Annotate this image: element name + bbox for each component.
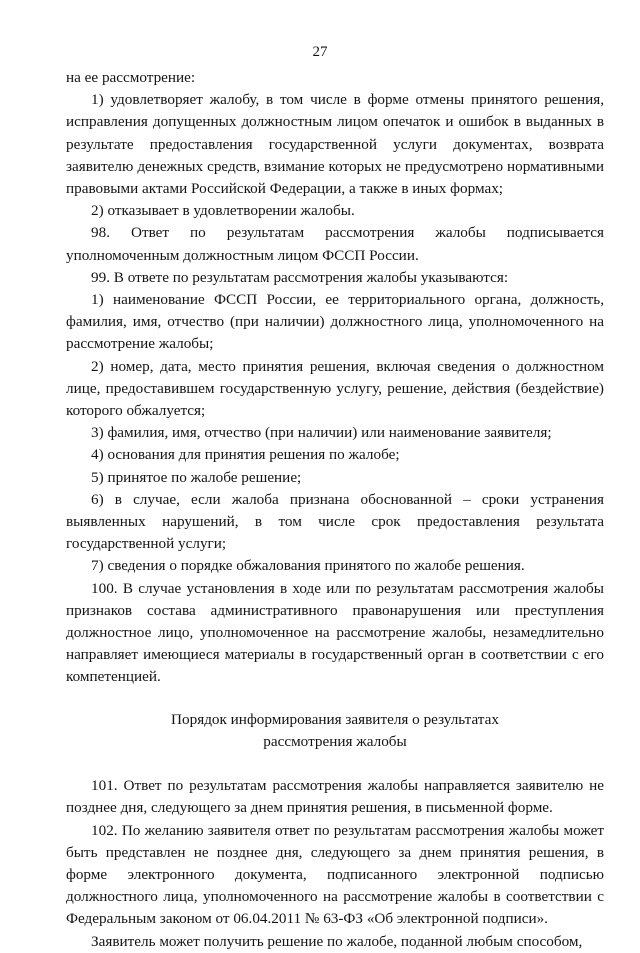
paragraph-truncated: Заявитель может получить решение по жалобе, поданной любым способом, — [91, 932, 583, 950]
paragraph-item: 5) принятое по жалобе решение; — [91, 468, 302, 486]
paragraph-item: 2) отказывает в удовлетворении жалобы. — [91, 202, 355, 220]
section-heading — [66, 709, 604, 753]
section-heading-line-1: Порядок информирования заявителя о результатах — [171, 710, 499, 728]
document-body — [66, 67, 604, 953]
paragraph-item: 1) удовлетворяет жалобу, в том числе в форме отмены принятого решения, исправления допущенных должностным лицом опечаток и ошибок в выданных в результате предоставления государственной услуги документах, возврата заявителю денежных средств, взимание которых не предусмотрено нормативными правовыми актами Российской Федерации, а также в иных формах; — [66, 91, 604, 198]
paragraph-clause-100: 100. В случае установления в ходе или по результатам рассмотрения жалобы признаков состава административного правонарушения или преступления должностное лицо, уполномоченное на рассмотрение жалобы, незамедлительно направляет имеющиеся материалы в государственный орган в соответствии с его компетенцией. — [66, 579, 604, 686]
page-number: 27 — [312, 44, 328, 60]
paragraph-clause-101: 101. Ответ по результатам рассмотрения жалобы направляется заявителю не позднее дня, следующего за днем принятия решения, в письменной форме. — [66, 777, 604, 817]
section-bottom — [66, 775, 604, 953]
paragraph-item: 4) основания для принятия решения по жалобе; — [91, 446, 400, 464]
section-heading-line-2: рассмотрения жалобы — [263, 732, 407, 750]
paragraph-item: 6) в случае, если жалоба признана обоснованной – сроки устранения выявленных нарушений, в том числе срок предоставления результата государственной услуги; — [66, 490, 604, 553]
paragraph-clause-102: 102. По желанию заявителя ответ по результатам рассмотрения жалобы может быть представлен не позднее дня, следующего за днем принятия решения, в форме электронного документа, подписанного электронной подписью должностного лица, уполномоченного на рассмотрение жалобы в соответствии с Федеральным законом от 06.04.2011 № 63-ФЗ «Об электронной подписи». — [66, 821, 604, 928]
paragraph-clause-98: 98. Ответ по результатам рассмотрения жалобы подписывается уполномоченным должностным лицом ФССП России. — [66, 224, 604, 264]
paragraph-item: 2) номер, дата, место принятия решения, включая сведения о должностном лице, предоставившем государственную услугу, решение, действия (бездействие) которого обжалуется; — [66, 357, 604, 420]
paragraph-item: 1) наименование ФССП России, ее территориального органа, должность, фамилия, имя, отчество (при наличии) должностного лица, уполномоченного на рассмотрение жалобы; — [66, 291, 604, 353]
paragraph-continuation: на ее рассмотрение: — [66, 69, 196, 86]
paragraph-item: 7) сведения о порядке обжалования принятого по жалобе решения. — [91, 557, 525, 575]
section-top — [66, 67, 604, 689]
paragraph-item: 3) фамилия, имя, отчество (при наличии) или наименование заявителя; — [91, 424, 552, 442]
paragraph-clause-99: 99. В ответе по результатам рассмотрения жалобы указываются: — [91, 268, 509, 286]
